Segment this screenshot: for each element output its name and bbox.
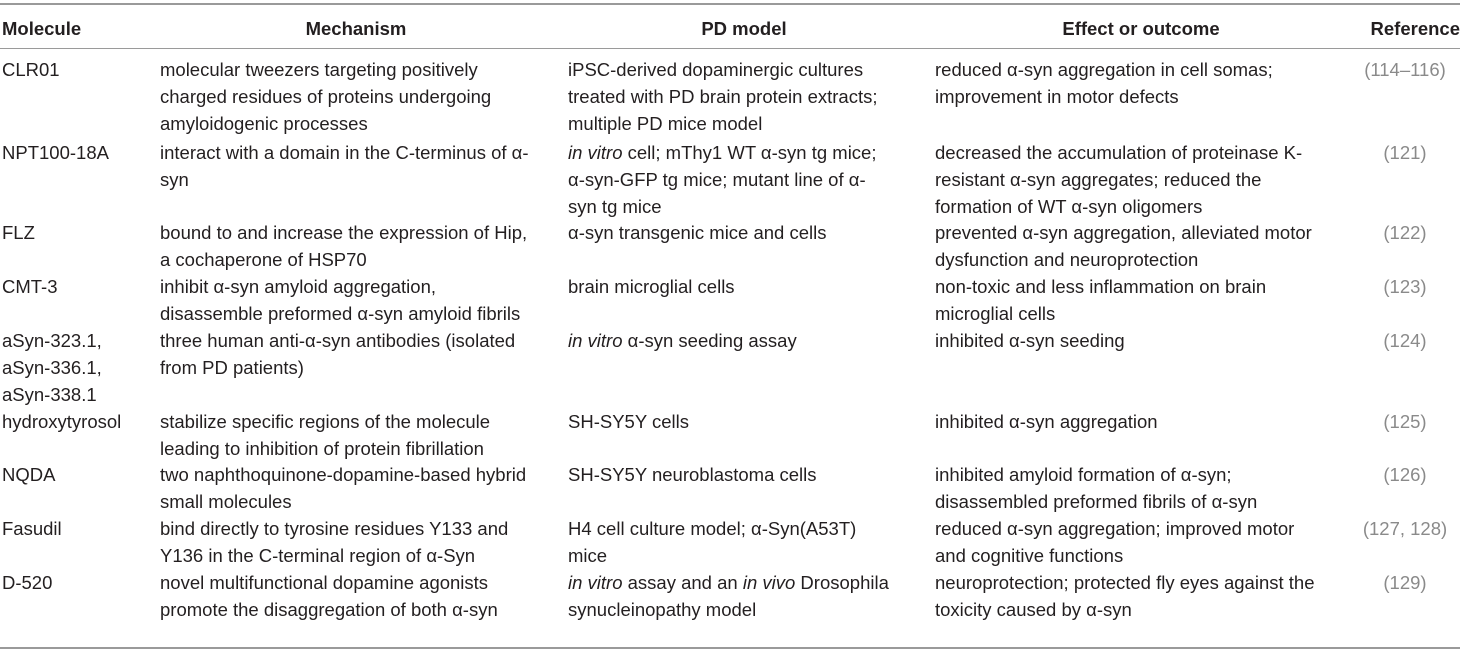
- reference-link[interactable]: (121): [1383, 142, 1427, 163]
- header-effect-outcome: Effect or outcome: [1062, 18, 1220, 39]
- cell-mechanism: bind directly to tyrosine residues Y133 and Y136 in the C-terminal region of α-Syn: [160, 518, 509, 566]
- cell-molecule: NPT100-18A: [2, 142, 109, 163]
- cell-effect: inhibited α-syn seeding: [935, 330, 1125, 351]
- cell-effect: reduced α-syn aggregation; improved motor and cognitive functions: [935, 518, 1295, 566]
- cell-mechanism: inhibit α-syn amyloid aggregation, disassemble preformed α-syn amyloid fibrils: [160, 276, 521, 324]
- cell-molecule: Fasudil: [2, 518, 62, 539]
- cell-pd-model: SH-SY5Y neuroblastoma cells: [568, 464, 817, 485]
- cell-molecule: CMT-3: [2, 276, 58, 297]
- cell-mechanism: stabilize specific regions of the molecule leading to inhibition of protein fibrillation: [160, 411, 491, 459]
- cell-pd-model: α-syn transgenic mice and cells: [568, 222, 827, 243]
- reference-link[interactable]: (129): [1383, 572, 1427, 593]
- cell-effect: decreased the accumulation of proteinase K- resistant α-syn aggregates; reduced the formation of WT α-syn oligomers: [935, 142, 1303, 217]
- cell-pd-model: H4 cell culture model; α-Syn(A53T) mice: [568, 518, 857, 566]
- header-molecule: Molecule: [2, 18, 82, 39]
- cell-molecule: NQDA: [2, 464, 56, 485]
- reference-link[interactable]: (127, 128): [1362, 518, 1448, 539]
- cell-molecule: FLZ: [2, 222, 35, 243]
- cell-mechanism: two naphthoquinone-dopamine-based hybrid small molecules: [160, 464, 527, 512]
- cell-pd-model: in vitro cell; mThy1 WT α-syn tg mice; α-syn-GFP tg mice; mutant line of α- syn tg mice: [568, 142, 877, 217]
- header-reference: Reference: [1370, 18, 1460, 39]
- reference-link[interactable]: (124): [1383, 330, 1427, 351]
- reference-link[interactable]: (126): [1383, 464, 1427, 485]
- cell-mechanism: interact with a domain in the C-terminus of α- syn: [160, 142, 529, 190]
- header-pd-model: PD model: [701, 18, 787, 39]
- cell-pd-model: in vitro assay and an in vivo Drosophila synucleinopathy model: [568, 572, 889, 620]
- cell-molecule: CLR01: [2, 59, 60, 80]
- reference-link[interactable]: (125): [1383, 411, 1427, 432]
- cell-molecule: aSyn-323.1, aSyn-336.1, aSyn-338.1: [2, 330, 102, 405]
- reference-link[interactable]: (123): [1383, 276, 1427, 297]
- cell-pd-model: brain microglial cells: [568, 276, 735, 297]
- cell-pd-model: SH-SY5Y cells: [568, 411, 689, 432]
- cell-effect: inhibited amyloid formation of α-syn; disassembled preformed fibrils of α-syn: [935, 464, 1258, 512]
- cell-effect: prevented α-syn aggregation, alleviated motor dysfunction and neuroprotection: [935, 222, 1312, 270]
- cell-mechanism: molecular tweezers targeting positively charged residues of proteins undergoing amyloidogenic processes: [160, 59, 492, 134]
- cell-effect: non-toxic and less inflammation on brain microglial cells: [935, 276, 1267, 324]
- table-top-rule: [0, 3, 1460, 5]
- cell-effect: reduced α-syn aggregation in cell somas; improvement in motor defects: [935, 59, 1273, 107]
- header-rule: [0, 48, 1460, 49]
- cell-molecule: D-520: [2, 572, 53, 593]
- header-mechanism: Mechanism: [305, 18, 407, 39]
- cell-pd-model: in vitro α-syn seeding assay: [568, 330, 797, 351]
- cell-molecule: hydroxytyrosol: [2, 411, 122, 432]
- reference-link[interactable]: (114–116): [1364, 59, 1446, 80]
- cell-pd-model: iPSC-derived dopaminergic cultures treated with PD brain protein extracts; multiple PD mice model: [568, 59, 878, 134]
- cell-effect: neuroprotection; protected fly eyes against the toxicity caused by α-syn: [935, 572, 1315, 620]
- cell-mechanism: three human anti-α-syn antibodies (isolated from PD patients): [160, 330, 516, 378]
- cell-effect: inhibited α-syn aggregation: [935, 411, 1158, 432]
- cell-mechanism: novel multifunctional dopamine agonists promote the disaggregation of both α-syn: [160, 572, 498, 620]
- cell-mechanism: bound to and increase the expression of Hip, a cochaperone of HSP70: [160, 222, 528, 270]
- table-bottom-rule: [0, 647, 1460, 649]
- reference-link[interactable]: (122): [1383, 222, 1427, 243]
